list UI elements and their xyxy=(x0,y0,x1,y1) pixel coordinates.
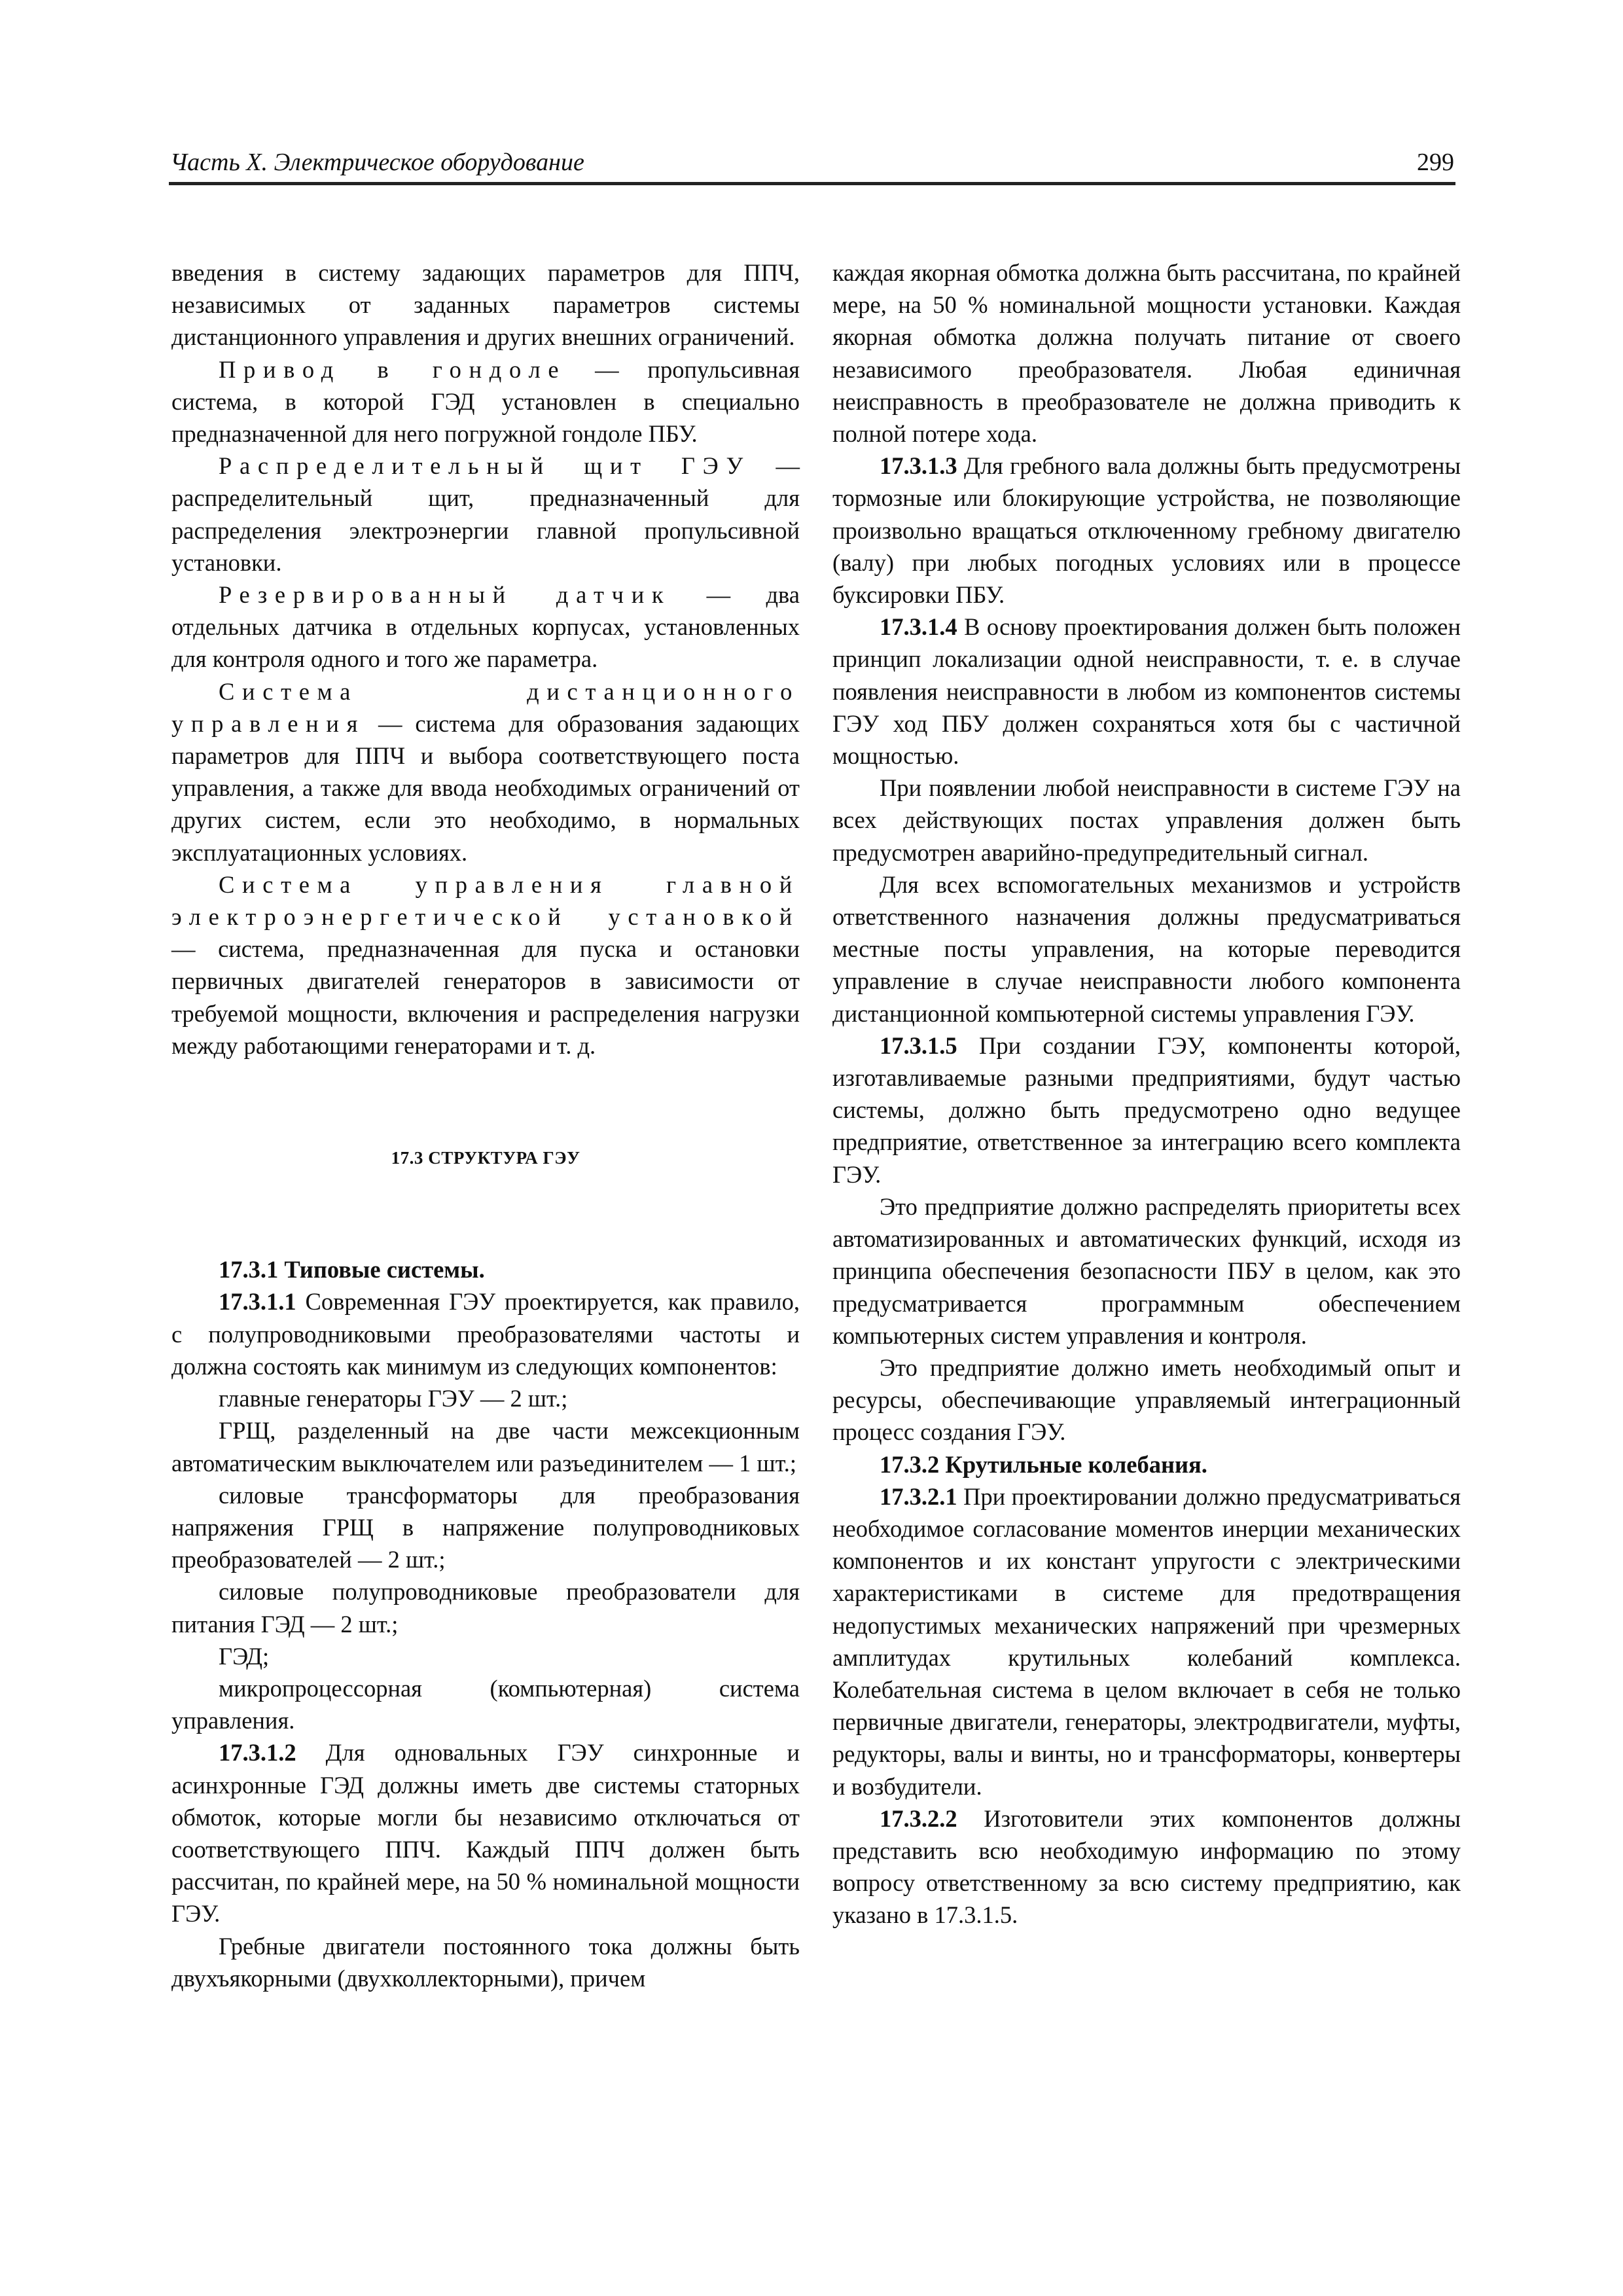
defined-term: Привод в гондоле xyxy=(219,355,567,383)
paragraph: Для всех вспомогательных механизмов и устройств ответственного назначения должны предусматриваться местные посты управления, на которые переводится управление в случае неисправности любого компонента дистанционной компьютерной системы управления ГЭУ. xyxy=(832,870,1461,1027)
defined-term: Резервированный датчик xyxy=(219,581,671,609)
clause-number: 17.3.2.1 xyxy=(880,1482,957,1510)
clause-number: 17.3.1.1 xyxy=(219,1288,296,1316)
section-title: 17.3 СТРУКТУРА ГЭУ xyxy=(391,1148,580,1168)
numbered-paragraph: 17.3.1.4 В основу проектирования должен быть положен принцип локализации одной неисправности, т. е. в случае появления неисправности в любом из компонентов системы ГЭУ ход ПБУ должен сохраняться хотя бы с частичной мощностью. xyxy=(832,613,1461,770)
clause-number: 17.3.2.2 xyxy=(880,1804,957,1832)
definition-paragraph: Привод в гондоле — пропульсивная система, в которой ГЭД установлен в специально предназначенной для него погружной гондоле ПБУ. xyxy=(171,355,800,448)
list-item: главные генераторы ГЭУ — 2 шт.; xyxy=(219,1385,568,1412)
paragraph: Это предприятие должно распределять приоритеты всех автоматизированных и автоматических функций, исходя из принципа обеспечения безопасности ПБУ в целом, как это предусматривается программным обеспечением компьютерных систем управления и контроля. xyxy=(832,1193,1461,1349)
defined-term: Система управления главной электроэнергетической установкой xyxy=(171,870,800,931)
numbered-paragraph: 17.3.2.2 Изготовители этих компонентов должны представить всю необходимую информацию по этому вопросу ответственному за всю систему предприятию, как указано в 17.3.1.5. xyxy=(832,1804,1461,1929)
numbered-paragraph: 17.3.1.3 Для гребного вала должны быть предусмотрены тормозные или блокирующие устройства, не позволяющие произвольно вращаться отключенному гребному двигателю (валу) при любых погодных условиях или в процессе буксировки ПБУ. xyxy=(832,452,1461,609)
numbered-paragraph: 17.3.1.2 Для одновальных ГЭУ синхронные и асинхронные ГЭД должны иметь две системы статорных обмоток, которые могли бы независимо отключаться от соответствующего ППЧ. Каждый ППЧ должен быть рассчитан, по крайней мере, на 50 % номинальной мощности ГЭУ. xyxy=(171,1739,800,1928)
definition-paragraph: Распределительный щит ГЭУ — распределительный щит, предназначенный для распределения электроэнергии главной пропульсивной установки. xyxy=(171,452,800,576)
right-column xyxy=(832,257,1461,1931)
paragraph: Это предприятие должно иметь необходимый опыт и ресурсы, обеспечивающие управляемый интеграционный процесс создания ГЭУ. xyxy=(832,1354,1461,1446)
definition-paragraph: Система дистанционного управления — система для образования задающих параметров для ППЧ и выбора соответствующего поста управления, а также для ввода необходимых ограничений от других систем, если это необходимо, в нормальных эксплуатационных условиях. xyxy=(171,677,800,866)
page-number: 299 xyxy=(1417,149,1454,176)
definition-paragraph: Система управления главной электроэнергетической установкой — система, предназначенная для пуска и остановки первичных двигателей генераторов в зависимости от требуемой мощности, включения и распределения нагрузки между работающими генераторами и т. д. xyxy=(171,870,800,1059)
clause-number: 17.3.1.4 xyxy=(880,613,957,641)
left-column xyxy=(171,257,800,1994)
paragraph: Гребные двигатели постоянного тока должны быть двухъякорными (двухколлекторными), причем xyxy=(171,1932,800,1992)
paragraph: введения в систему задающих параметров для ППЧ, независимых от заданных параметров системы дистанционного управления и других внешних ограничений. xyxy=(171,259,800,351)
definition-paragraph: Резервированный датчик — два отдельных датчика в отдельных корпусах, установленных для контроля одного и того же параметра. xyxy=(171,581,800,673)
paragraph: При появлении любой неисправности в системе ГЭУ на всех действующих постах управления должен быть предусмотрен аварийно-предупредительный сигнал. xyxy=(832,774,1461,866)
list-item: силовые полупроводниковые преобразователи для питания ГЭД — 2 шт.; xyxy=(171,1578,800,1638)
list-item: микропроцессорная (компьютерная) система управления. xyxy=(171,1674,800,1734)
subsection-title: 17.3.2 Крутильные колебания. xyxy=(880,1450,1207,1478)
clause-number: 17.3.1.2 xyxy=(219,1739,296,1767)
clause-number: 17.3.1.5 xyxy=(880,1031,957,1059)
numbered-paragraph: 17.3.2.1 При проектировании должно предусматриваться необходимое согласование моментов инерции механических компонентов и их констант упругости с электрическими характеристиками в системе для предотвращения недопустимых механических напряжений при чрезмерных амплитудах крутильных колебаний комплекса. Колебательная система в целом включает в себя не только первичные двигатели, генераторы, электродвигатели, муфты, редукторы, валы и винты, но и трансформаторы, конвертеры и возбудители. xyxy=(832,1482,1461,1800)
running-title: Часть X. Электрическое оборудование xyxy=(170,149,584,176)
subsection-title: 17.3.1 Типовые системы. xyxy=(219,1256,485,1283)
numbered-paragraph: 17.3.1.1 Современная ГЭУ проектируется, как правило, с полупроводниковыми преобразователями частоты и должна состоять как минимум из следующих компонентов: xyxy=(171,1288,800,1380)
list-item: силовые трансформаторы для преобразования напряжения ГРЩ в напряжение полупроводниковых преобразователей — 2 шт.; xyxy=(171,1481,800,1573)
list-item: ГЭД; xyxy=(219,1642,270,1670)
clause-number: 17.3.1.3 xyxy=(880,452,957,480)
numbered-paragraph: 17.3.1.5 При создании ГЭУ, компоненты которой, изготавливаемые разными предприятиями, будут частью системы, должно быть предусмотрено одно ведущее предприятие, ответственное за интеграцию всего комплекта ГЭУ. xyxy=(832,1031,1461,1188)
defined-term: Распределительный щит ГЭУ xyxy=(219,452,751,480)
paragraph: каждая якорная обмотка должна быть рассчитана, по крайней мере, на 50 % номинальной мощности установки. Каждая якорная обмотка должна получать питание от своего независимого преобразователя. Любая единичная неисправность в преобразователе не должна приводить к полной потере хода. xyxy=(832,259,1461,448)
list-item: ГРЩ, разделенный на две части межсекционным автоматическим выключателем или разъединителем — 1 шт.; xyxy=(171,1417,800,1477)
page-header xyxy=(169,136,1455,185)
defined-term: Система дистанционного управления xyxy=(171,677,800,737)
